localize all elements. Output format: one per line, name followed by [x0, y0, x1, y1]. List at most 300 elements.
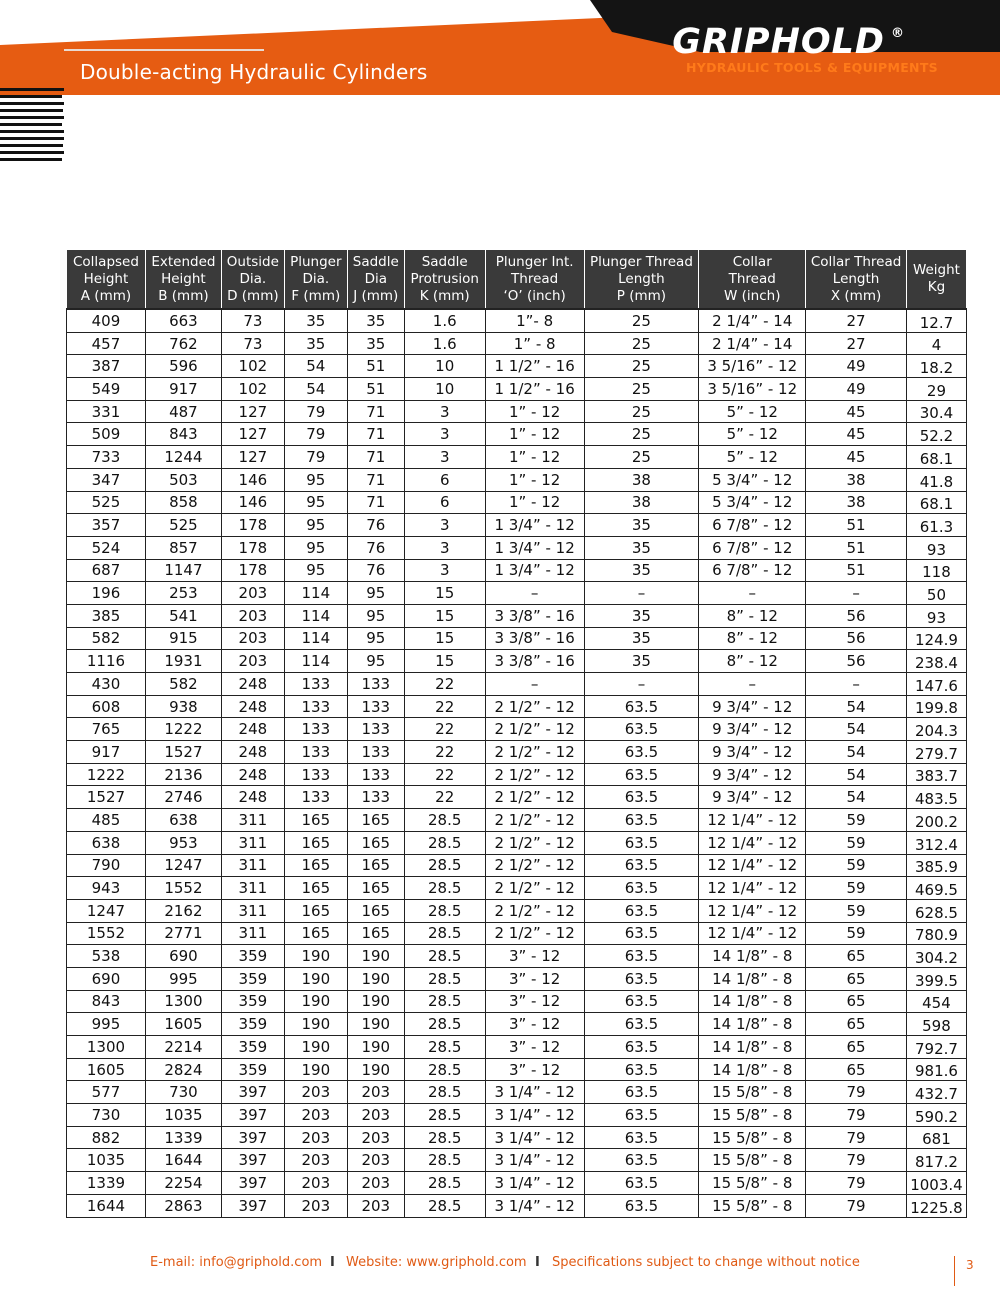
- column-header-line: Outside: [226, 253, 279, 270]
- table-cell: 28.5: [404, 1058, 485, 1081]
- column-header: [221, 250, 284, 310]
- table-cell: 178: [221, 559, 284, 582]
- table-cell: 54: [806, 741, 907, 764]
- column-header: [485, 250, 584, 310]
- table-cell: 38: [584, 468, 699, 491]
- column-header-line: Plunger Thread: [589, 253, 693, 270]
- table-cell: 28.5: [404, 945, 485, 968]
- table-cell: 165: [347, 809, 404, 832]
- column-header: [67, 250, 146, 310]
- brand-tagline: HYDRAULIC TOOLS & EQUIPMENTS: [686, 60, 938, 75]
- table-cell: 79: [806, 1104, 907, 1127]
- table-cell: –: [584, 673, 699, 696]
- table-cell: 917: [67, 741, 146, 764]
- table-cell: 792.7: [906, 1036, 966, 1059]
- table-row: [67, 945, 967, 968]
- table-cell: 190: [347, 1058, 404, 1081]
- table-cell: 133: [284, 695, 347, 718]
- table-cell: 93: [906, 604, 966, 627]
- table-cell: 28.5: [404, 922, 485, 945]
- column-header-line: F (mm): [291, 287, 341, 304]
- table-cell: 203: [221, 650, 284, 673]
- table-row: [67, 786, 967, 809]
- column-header-line: Saddle: [352, 253, 399, 270]
- table-cell: 1.6: [404, 309, 485, 332]
- title-rule: [64, 49, 264, 51]
- table-row: [67, 582, 967, 605]
- table-cell: 359: [221, 967, 284, 990]
- table-cell: 28.5: [404, 1081, 485, 1104]
- table-cell: 15: [404, 650, 485, 673]
- table-row: [67, 355, 967, 378]
- column-header-line: Thread: [728, 270, 776, 287]
- table-row: [67, 809, 967, 832]
- table-cell: 71: [347, 400, 404, 423]
- table-cell: 1035: [67, 1149, 146, 1172]
- table-cell: 538: [67, 945, 146, 968]
- table-row: [67, 627, 967, 650]
- table-cell: 2 1/4” - 14: [699, 332, 806, 355]
- table-cell: 5” - 12: [699, 446, 806, 469]
- table-cell: 5” - 12: [699, 400, 806, 423]
- table-cell: 190: [347, 1013, 404, 1036]
- table-cell: 51: [806, 559, 907, 582]
- table-cell: 22: [404, 786, 485, 809]
- table-cell: 469.5: [906, 877, 966, 900]
- column-header-line: Weight: [912, 262, 960, 278]
- table-cell: 133: [284, 786, 347, 809]
- table-cell: 1” - 12: [485, 491, 584, 514]
- table-cell: 9 3/4” - 12: [699, 718, 806, 741]
- table-cell: 882: [67, 1126, 146, 1149]
- table-cell: 127: [221, 446, 284, 469]
- table-cell: 780.9: [906, 922, 966, 945]
- table-cell: 2 1/2” - 12: [485, 899, 584, 922]
- table-cell: 1300: [67, 1036, 146, 1059]
- table-cell: 1244: [145, 446, 221, 469]
- table-cell: 95: [284, 514, 347, 537]
- table-cell: 190: [347, 1036, 404, 1059]
- table-cell: 14 1/8” - 8: [699, 967, 806, 990]
- table-cell: 279.7: [906, 741, 966, 764]
- table-cell: 3: [404, 559, 485, 582]
- table-cell: 28.5: [404, 967, 485, 990]
- table-cell: 28.5: [404, 1036, 485, 1059]
- table-cell: 1” - 12: [485, 446, 584, 469]
- table-cell: 3 1/4” - 12: [485, 1172, 584, 1195]
- table-cell: 1”- 8: [485, 309, 584, 332]
- table-cell: 79: [806, 1081, 907, 1104]
- table-cell: 1147: [145, 559, 221, 582]
- table-row: [67, 1149, 967, 1172]
- table-row: [67, 1058, 967, 1081]
- table-cell: 943: [67, 877, 146, 900]
- table-cell: 730: [145, 1081, 221, 1104]
- table-cell: 1222: [145, 718, 221, 741]
- column-header-line: Plunger: [290, 253, 342, 270]
- table-cell: 3 5/16” - 12: [699, 355, 806, 378]
- table-cell: 3” - 12: [485, 1036, 584, 1059]
- table-cell: 133: [347, 673, 404, 696]
- table-cell: 15 5/8” - 8: [699, 1104, 806, 1127]
- table-row: [67, 468, 967, 491]
- table-row: [67, 536, 967, 559]
- table-cell: 79: [806, 1194, 907, 1217]
- table-cell: 2 1/2” - 12: [485, 786, 584, 809]
- table-cell: 8” - 12: [699, 604, 806, 627]
- table-cell: 79: [284, 423, 347, 446]
- table-cell: 12 1/4” - 12: [699, 922, 806, 945]
- table-cell: 1 1/2” - 16: [485, 378, 584, 401]
- table-cell: 95: [284, 536, 347, 559]
- table-cell: 190: [284, 967, 347, 990]
- table-cell: 1644: [145, 1149, 221, 1172]
- table-cell: 35: [584, 604, 699, 627]
- table-cell: 27: [806, 332, 907, 355]
- table-cell: 28.5: [404, 1104, 485, 1127]
- table-row: [67, 673, 967, 696]
- table-cell: 1 1/2” - 16: [485, 355, 584, 378]
- table-cell: 165: [347, 922, 404, 945]
- column-header-line: Length: [618, 270, 665, 287]
- table-cell: 49: [806, 378, 907, 401]
- table-cell: 14 1/8” - 8: [699, 945, 806, 968]
- table-cell: 63.5: [584, 1194, 699, 1217]
- table-cell: 15: [404, 582, 485, 605]
- table-cell: 3 1/4” - 12: [485, 1194, 584, 1217]
- table-row: [67, 514, 967, 537]
- table-cell: 63.5: [584, 990, 699, 1013]
- table-cell: 54: [806, 786, 907, 809]
- table-cell: 35: [284, 309, 347, 332]
- table-cell: 95: [284, 559, 347, 582]
- table-cell: 93: [906, 536, 966, 559]
- table-cell: 133: [284, 718, 347, 741]
- table-cell: 165: [284, 809, 347, 832]
- table-row: [67, 604, 967, 627]
- table-cell: 65: [806, 967, 907, 990]
- table-cell: 59: [806, 899, 907, 922]
- table-cell: 1300: [145, 990, 221, 1013]
- table-cell: 457: [67, 332, 146, 355]
- table-cell: 1247: [145, 854, 221, 877]
- column-header-line: A (mm): [80, 287, 132, 304]
- table-cell: 203: [221, 604, 284, 627]
- table-cell: 79: [806, 1172, 907, 1195]
- table-cell: 190: [284, 945, 347, 968]
- table-cell: 1552: [145, 877, 221, 900]
- table-cell: 165: [347, 831, 404, 854]
- column-header: [806, 250, 907, 310]
- table-cell: 56: [806, 627, 907, 650]
- table-cell: 1247: [67, 899, 146, 922]
- table-cell: 981.6: [906, 1058, 966, 1081]
- table-row: [67, 763, 967, 786]
- table-cell: 28.5: [404, 854, 485, 877]
- table-cell: 2 1/2” - 12: [485, 922, 584, 945]
- table-cell: 487: [145, 400, 221, 423]
- table-cell: 387: [67, 355, 146, 378]
- table-cell: 54: [806, 763, 907, 786]
- table-cell: 6 7/8” - 12: [699, 536, 806, 559]
- table-cell: 790: [67, 854, 146, 877]
- table-cell: 203: [284, 1126, 347, 1149]
- table-cell: 51: [347, 378, 404, 401]
- table-cell: 858: [145, 491, 221, 514]
- table-cell: 311: [221, 877, 284, 900]
- table-cell: 54: [284, 355, 347, 378]
- table-cell: 35: [584, 650, 699, 673]
- table-cell: 304.2: [906, 945, 966, 968]
- table-cell: 3 3/8” - 16: [485, 604, 584, 627]
- table-cell: 9 3/4” - 12: [699, 741, 806, 764]
- table-cell: 25: [584, 423, 699, 446]
- table-cell: 63.5: [584, 1126, 699, 1149]
- table-cell: 35: [347, 332, 404, 355]
- table-header: [67, 250, 967, 310]
- table-cell: 253: [145, 582, 221, 605]
- table-cell: 203: [284, 1172, 347, 1195]
- table-cell: 79: [284, 446, 347, 469]
- table-cell: 114: [284, 650, 347, 673]
- table-cell: 638: [67, 831, 146, 854]
- table-cell: 63.5: [584, 1081, 699, 1104]
- table-cell: 311: [221, 922, 284, 945]
- table-cell: 127: [221, 423, 284, 446]
- table-cell: 133: [347, 763, 404, 786]
- table-cell: 165: [347, 877, 404, 900]
- table-cell: 628.5: [906, 899, 966, 922]
- table-cell: 51: [347, 355, 404, 378]
- table-cell: 525: [145, 514, 221, 537]
- table-cell: 133: [284, 763, 347, 786]
- table-cell: 347: [67, 468, 146, 491]
- table-cell: 15 5/8” - 8: [699, 1126, 806, 1149]
- column-header-line: Collar: [732, 253, 772, 270]
- table-cell: 196: [67, 582, 146, 605]
- table-cell: 65: [806, 1058, 907, 1081]
- table-cell: 2 1/2” - 12: [485, 741, 584, 764]
- table-cell: 6: [404, 468, 485, 491]
- table-cell: 63.5: [584, 1104, 699, 1127]
- table-cell: –: [584, 582, 699, 605]
- table-row: [67, 1081, 967, 1104]
- table-cell: 915: [145, 627, 221, 650]
- table-cell: 4: [906, 332, 966, 355]
- table-cell: 28.5: [404, 899, 485, 922]
- table-cell: 590.2: [906, 1104, 966, 1127]
- table-row: [67, 1036, 967, 1059]
- table-cell: 28.5: [404, 990, 485, 1013]
- table-row: [67, 1172, 967, 1195]
- table-cell: 638: [145, 809, 221, 832]
- table-cell: –: [699, 673, 806, 696]
- table-cell: 15: [404, 604, 485, 627]
- table-cell: 61.3: [906, 514, 966, 537]
- column-header-line: ‘O’ (inch): [503, 287, 566, 304]
- table-cell: 190: [284, 990, 347, 1013]
- table-cell: 30.4: [906, 400, 966, 423]
- table-cell: 917: [145, 378, 221, 401]
- table-cell: 2 1/2” - 12: [485, 718, 584, 741]
- table-cell: 1116: [67, 650, 146, 673]
- table-cell: 248: [221, 695, 284, 718]
- table-cell: 2 1/2” - 12: [485, 763, 584, 786]
- table-cell: 203: [221, 582, 284, 605]
- table-cell: 65: [806, 990, 907, 1013]
- table-cell: 165: [347, 854, 404, 877]
- footer-email[interactable]: E-mail: info@griphold.com: [150, 1255, 323, 1270]
- table-cell: –: [806, 673, 907, 696]
- table-cell: 63.5: [584, 1172, 699, 1195]
- table-cell: 995: [67, 1013, 146, 1036]
- table-cell: 503: [145, 468, 221, 491]
- table-cell: 35: [284, 332, 347, 355]
- table-cell: 71: [347, 468, 404, 491]
- table-cell: 63.5: [584, 899, 699, 922]
- table-cell: 51: [806, 514, 907, 537]
- table-cell: 54: [806, 695, 907, 718]
- table-row: [67, 922, 967, 945]
- column-header-line: Collapsed: [72, 253, 139, 270]
- table-cell: 133: [347, 695, 404, 718]
- table-cell: 663: [145, 309, 221, 332]
- table-cell: 577: [67, 1081, 146, 1104]
- table-cell: 8” - 12: [699, 627, 806, 650]
- table-cell: 8” - 12: [699, 650, 806, 673]
- table-row: [67, 423, 967, 446]
- table-cell: 59: [806, 877, 907, 900]
- footer-notice: Specifications subject to change without notice: [552, 1255, 860, 1270]
- table-cell: 385: [67, 604, 146, 627]
- table-cell: 146: [221, 491, 284, 514]
- table-cell: 2136: [145, 763, 221, 786]
- table-cell: 22: [404, 741, 485, 764]
- table-cell: 397: [221, 1149, 284, 1172]
- brand-name: GRIPHOLD: [672, 22, 885, 62]
- table-cell: 178: [221, 514, 284, 537]
- table-cell: 399.5: [906, 967, 966, 990]
- table-row: [67, 831, 967, 854]
- table-cell: 35: [584, 559, 699, 582]
- table-cell: 59: [806, 831, 907, 854]
- table-cell: 397: [221, 1081, 284, 1104]
- table-cell: 3 5/16” - 12: [699, 378, 806, 401]
- table-cell: 14 1/8” - 8: [699, 990, 806, 1013]
- table-cell: 359: [221, 945, 284, 968]
- table-cell: 9 3/4” - 12: [699, 695, 806, 718]
- table-cell: 63.5: [584, 945, 699, 968]
- table-cell: 12.7: [906, 309, 966, 332]
- table-cell: –: [699, 582, 806, 605]
- table-row: [67, 400, 967, 423]
- column-header-line: Dia: [364, 270, 387, 287]
- table-cell: 2162: [145, 899, 221, 922]
- table-cell: 1552: [67, 922, 146, 945]
- table-cell: 203: [347, 1126, 404, 1149]
- table-cell: 248: [221, 786, 284, 809]
- footer-separator: I: [535, 1255, 540, 1270]
- table-cell: 15 5/8” - 8: [699, 1081, 806, 1104]
- table-cell: 3” - 12: [485, 990, 584, 1013]
- table-cell: 27: [806, 309, 907, 332]
- table-cell: 1.6: [404, 332, 485, 355]
- table-cell: 1” - 12: [485, 423, 584, 446]
- table-cell: 56: [806, 604, 907, 627]
- table-cell: 50: [906, 582, 966, 605]
- table-cell: 28.5: [404, 831, 485, 854]
- column-header-line: Saddle: [421, 253, 468, 270]
- table-cell: 203: [347, 1149, 404, 1172]
- table-cell: 9 3/4” - 12: [699, 786, 806, 809]
- table-cell: 2863: [145, 1194, 221, 1217]
- table-cell: 45: [806, 400, 907, 423]
- table-cell: 509: [67, 423, 146, 446]
- table-cell: 25: [584, 332, 699, 355]
- table-cell: 248: [221, 718, 284, 741]
- table-cell: 95: [347, 604, 404, 627]
- table-cell: 3: [404, 536, 485, 559]
- column-header-line: Kg: [927, 279, 946, 295]
- table-cell: 95: [347, 650, 404, 673]
- table-cell: 59: [806, 922, 907, 945]
- table-cell: 38: [806, 468, 907, 491]
- table-cell: 203: [284, 1104, 347, 1127]
- table-cell: 146: [221, 468, 284, 491]
- table-cell: 22: [404, 695, 485, 718]
- table-cell: 3 3/8” - 16: [485, 650, 584, 673]
- table-row: [67, 967, 967, 990]
- table-cell: 1605: [67, 1058, 146, 1081]
- table-cell: 3 1/4” - 12: [485, 1126, 584, 1149]
- column-header-line: Length: [832, 270, 880, 287]
- table-cell: 95: [284, 491, 347, 514]
- table-cell: –: [485, 673, 584, 696]
- table-cell: 1644: [67, 1194, 146, 1217]
- table-cell: 15: [404, 627, 485, 650]
- table-cell: 45: [806, 446, 907, 469]
- table-cell: 3: [404, 446, 485, 469]
- table-cell: 3” - 12: [485, 945, 584, 968]
- table-cell: 56: [806, 650, 907, 673]
- table-cell: 133: [284, 673, 347, 696]
- column-header-line: Dia.: [239, 270, 267, 287]
- table-cell: 12 1/4” - 12: [699, 854, 806, 877]
- table-row: [67, 741, 967, 764]
- table-row: [67, 899, 967, 922]
- table-row: [67, 854, 967, 877]
- column-header-line: Height: [83, 270, 129, 287]
- footer-website[interactable]: Website: www.griphold.com: [346, 1255, 527, 1270]
- table-cell: 817.2: [906, 1149, 966, 1172]
- table-cell: 953: [145, 831, 221, 854]
- table-cell: 165: [284, 922, 347, 945]
- table-cell: 203: [284, 1194, 347, 1217]
- table-cell: 63.5: [584, 695, 699, 718]
- table-cell: 5” - 12: [699, 423, 806, 446]
- table-cell: 71: [347, 491, 404, 514]
- table-cell: 12 1/4” - 12: [699, 809, 806, 832]
- table-cell: 3: [404, 514, 485, 537]
- table-cell: 690: [67, 967, 146, 990]
- table-cell: 190: [284, 1058, 347, 1081]
- table-cell: 1527: [67, 786, 146, 809]
- table-row: [67, 1013, 967, 1036]
- table-cell: 79: [806, 1126, 907, 1149]
- table-cell: 147.6: [906, 673, 966, 696]
- table-cell: 73: [221, 332, 284, 355]
- table-cell: 485: [67, 809, 146, 832]
